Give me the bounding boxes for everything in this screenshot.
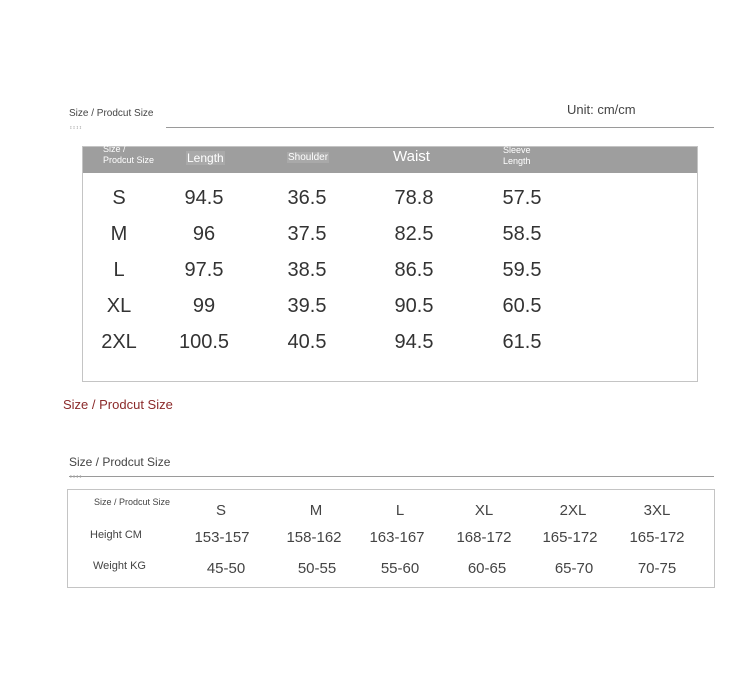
header-sleeve-length: Sleeve Length xyxy=(503,145,531,166)
ghost-text: ɪ ɪ ɪ ɪ xyxy=(70,125,82,131)
cell-waist: 86.5 xyxy=(394,259,434,281)
corner-size-label: Size / Prodcut Size xyxy=(94,497,171,507)
section2-title: Size / Prodcut Size xyxy=(69,455,171,469)
cell-length: 94.5 xyxy=(184,187,224,209)
height-value: 165-172 xyxy=(542,529,598,546)
height-value: 158-162 xyxy=(286,529,342,546)
table-row xyxy=(83,324,697,360)
weight-value: 65-70 xyxy=(554,560,594,577)
cell-sleeve: 59.5 xyxy=(502,259,542,281)
weight-value: 50-55 xyxy=(297,560,337,577)
cell-shoulder: 40.5 xyxy=(287,331,327,353)
weight-value: 45-50 xyxy=(206,560,246,577)
header-size: Size / Prodcut Size xyxy=(103,144,155,165)
cell-sleeve: 61.5 xyxy=(502,331,542,353)
size-header: S xyxy=(215,502,226,519)
cell-length: 100.5 xyxy=(178,331,230,353)
height-value: 163-167 xyxy=(369,529,425,546)
cell-waist: 90.5 xyxy=(394,295,434,317)
header-length: Length xyxy=(187,151,224,165)
weight-value: 70-75 xyxy=(637,560,677,577)
cell-size: L xyxy=(113,259,125,281)
cell-size: S xyxy=(112,187,126,209)
table-row xyxy=(83,252,697,288)
size-header: 3XL xyxy=(643,502,671,519)
cell-sleeve: 58.5 xyxy=(502,223,542,245)
cell-waist: 82.5 xyxy=(394,223,434,245)
cell-shoulder: 36.5 xyxy=(287,187,327,209)
size-table-header xyxy=(83,144,697,173)
weight-value: 60-65 xyxy=(467,560,507,577)
cell-sleeve: 57.5 xyxy=(502,187,542,209)
header-shoulder: Shoulder xyxy=(288,152,329,163)
size-header: 2XL xyxy=(559,502,587,519)
cell-waist: 94.5 xyxy=(394,331,434,353)
height-value: 168-172 xyxy=(456,529,512,546)
height-weight-table xyxy=(67,489,715,588)
section1-title: Size / Prodcut Size xyxy=(69,108,154,119)
cell-size: 2XL xyxy=(101,331,137,353)
header-waist: Waist xyxy=(393,148,430,165)
table-row xyxy=(83,288,697,324)
table-row xyxy=(83,216,697,252)
cell-shoulder: 37.5 xyxy=(287,223,327,245)
cell-length: 96 xyxy=(192,223,216,245)
cell-shoulder: 38.5 xyxy=(287,259,327,281)
size-header: L xyxy=(395,502,405,519)
ghost-text: ɪ ɪ ɪ ɪ xyxy=(70,474,82,480)
section1-rule xyxy=(166,127,714,128)
size-table xyxy=(82,146,698,382)
mid-size-label: Size / Prodcut Size xyxy=(63,397,173,412)
height-value: 165-172 xyxy=(629,529,685,546)
height-value: 153-157 xyxy=(194,529,250,546)
table-row xyxy=(83,180,697,216)
unit-label: Unit: cm/cm xyxy=(567,102,636,117)
cell-length: 99 xyxy=(192,295,216,317)
cell-shoulder: 39.5 xyxy=(287,295,327,317)
height-label: Height CM xyxy=(90,529,142,541)
size-header: M xyxy=(309,502,323,519)
cell-waist: 78.8 xyxy=(394,187,434,209)
cell-length: 97.5 xyxy=(184,259,224,281)
weight-label: Weight KG xyxy=(93,560,146,572)
size-header: XL xyxy=(474,502,494,519)
cell-size: M xyxy=(110,223,128,245)
section2-rule xyxy=(69,476,714,477)
cell-sleeve: 60.5 xyxy=(502,295,542,317)
weight-value: 55-60 xyxy=(380,560,420,577)
cell-size: XL xyxy=(106,295,132,317)
